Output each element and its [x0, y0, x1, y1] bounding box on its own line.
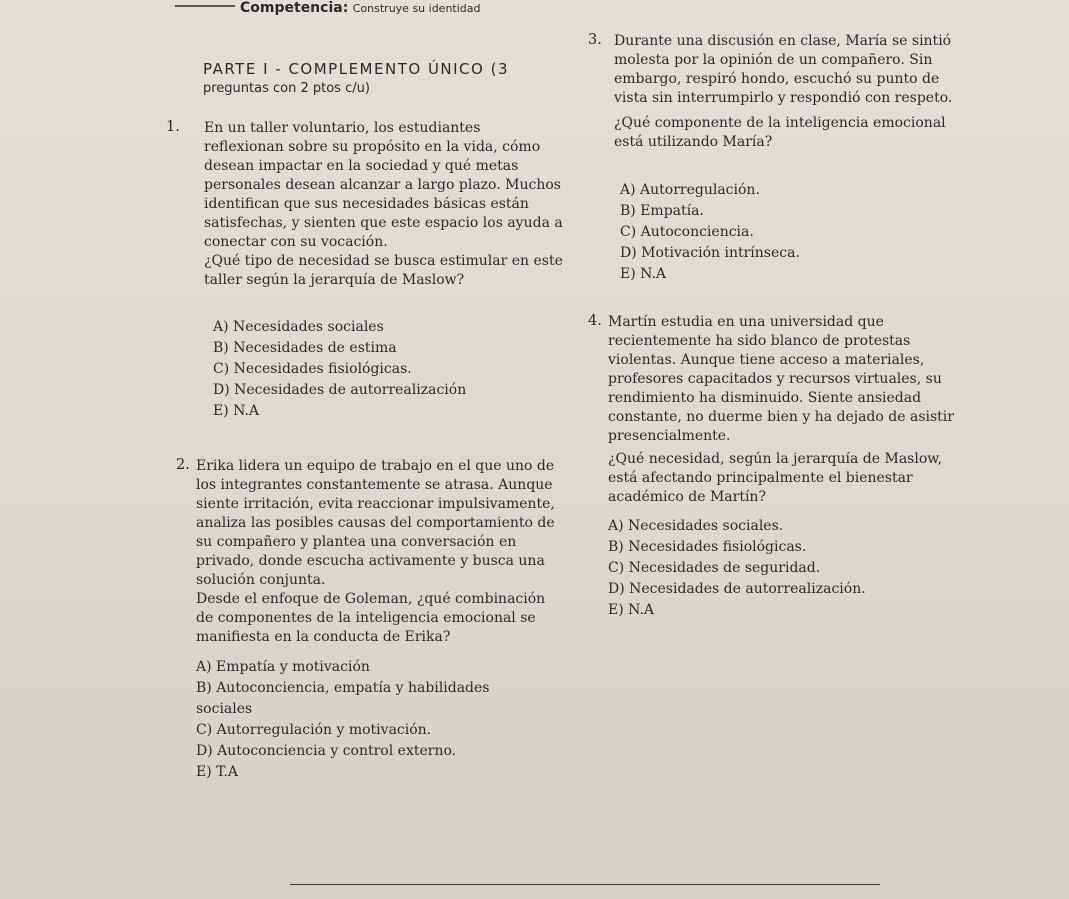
- option-b[interactable]: B) Empatía.: [620, 203, 704, 219]
- question-4-number: 4.: [588, 313, 602, 329]
- question-line: solución conjunta.: [196, 572, 326, 588]
- question-1-text: [204, 119, 594, 290]
- option-d[interactable]: D) Necesidades de autorrealización: [213, 382, 467, 398]
- question-1-number: 1.: [166, 119, 180, 135]
- question-line: ¿Qué componente de la inteligencia emocional: [614, 115, 946, 131]
- question-line: recientemente ha sido blanco de protestas: [608, 333, 911, 349]
- question-line: académico de Martín?: [608, 489, 766, 505]
- option-a[interactable]: A) Empatía y motivación: [196, 659, 370, 675]
- question-line: embargo, respiró hondo, escuchó su punto de: [614, 71, 940, 87]
- question-line: Martín estudia en una universidad que: [608, 314, 884, 330]
- question-line: su compañero y plantea una conversación en: [196, 534, 517, 550]
- question-line: taller según la jerarquía de Maslow?: [204, 272, 465, 288]
- question-line: está afectando principalmente el bienestar: [608, 470, 913, 486]
- question-line: está utilizando María?: [614, 134, 773, 150]
- question-line: vista sin interrumpirlo y respondió con respeto.: [614, 90, 953, 106]
- competencia-label: Competencia:: [240, 0, 349, 16]
- option-e[interactable]: E) T.A: [196, 764, 238, 780]
- question-line: conectar con su vocación.: [204, 234, 388, 250]
- question-2-number: 2.: [176, 457, 190, 473]
- option-b[interactable]: B) Autoconciencia, empatía y habilidades: [196, 680, 490, 696]
- question-line: presencialmente.: [608, 428, 731, 444]
- option-e[interactable]: E) N.A: [620, 266, 667, 282]
- part-title: PARTE I - COMPLEMENTO ÚNICO (3: [203, 60, 510, 78]
- question-line: manifiesta en la conducta de Erika?: [196, 629, 451, 645]
- question-line: privado, donde escucha activamente y busca una: [196, 553, 545, 569]
- option-b-continued: sociales: [196, 701, 253, 717]
- bottom-rule: [290, 884, 880, 885]
- question-4-text: [608, 313, 978, 507]
- question-line: profesores capacitados y recursos virtuales, su: [608, 371, 942, 387]
- question-line: de componentes de la inteligencia emocional se: [196, 610, 536, 626]
- question-2-text: [196, 457, 596, 647]
- question-line: ¿Qué tipo de necesidad se busca estimular en este: [204, 253, 563, 269]
- option-a[interactable]: A) Necesidades sociales: [213, 319, 384, 335]
- part-subtitle: preguntas con 2 ptos c/u): [203, 81, 370, 96]
- question-line: molesta por la opinión de un compañero. Sin: [614, 52, 933, 68]
- question-line: desean impactar en la sociedad y qué metas: [204, 158, 519, 174]
- question-3-text: [614, 32, 974, 152]
- question-4-options: [608, 516, 866, 621]
- question-line: los integrantes constantemente se atrasa. Aunque: [196, 477, 553, 493]
- option-c[interactable]: C) Autoconciencia.: [620, 224, 754, 240]
- option-d[interactable]: D) Autoconciencia y control externo.: [196, 743, 457, 759]
- question-line: Erika lidera un equipo de trabajo en el que uno de: [196, 458, 555, 474]
- competencia-header: [240, 0, 481, 16]
- question-line: personales desean alcanzar a largo plazo. Muchos: [204, 177, 561, 193]
- question-line: reflexionan sobre su propósito en la vida, cómo: [204, 139, 541, 155]
- option-b[interactable]: B) Necesidades fisiológicas.: [608, 539, 807, 555]
- competencia-text: Construye su identidad: [352, 2, 481, 15]
- question-line: Durante una discusión en clase, María se sintió: [614, 33, 952, 49]
- option-d[interactable]: D) Necesidades de autorrealización.: [608, 581, 866, 597]
- option-b[interactable]: B) Necesidades de estima: [213, 340, 397, 356]
- question-2-options: [196, 657, 489, 783]
- option-e[interactable]: E) N.A: [213, 403, 260, 419]
- question-line: Desde el enfoque de Goleman, ¿qué combinación: [196, 591, 546, 607]
- question-1-options: [213, 317, 466, 422]
- question-line: violentas. Aunque tiene acceso a materiales,: [608, 352, 925, 368]
- option-d[interactable]: D) Motivación intrínseca.: [620, 245, 800, 261]
- option-c[interactable]: C) Necesidades de seguridad.: [608, 560, 821, 576]
- question-line: En un taller voluntario, los estudiantes: [204, 120, 481, 136]
- header-rule: [175, 5, 235, 7]
- question-line: siente irritación, evita reaccionar impulsivamente,: [196, 496, 555, 512]
- question-line: analiza las posibles causas del comportamiento de: [196, 515, 555, 531]
- question-3-number: 3.: [588, 32, 602, 48]
- option-c[interactable]: C) Autorregulación y motivación.: [196, 722, 432, 738]
- question-line: identifican que sus necesidades básicas están: [204, 196, 529, 212]
- question-line: rendimiento ha disminuido. Siente ansiedad: [608, 390, 922, 406]
- question-line: ¿Qué necesidad, según la jerarquía de Maslow,: [608, 451, 943, 467]
- question-line: constante, no duerme bien y ha dejado de asistir: [608, 409, 954, 425]
- question-3-options: [620, 180, 800, 285]
- option-a[interactable]: A) Necesidades sociales.: [608, 518, 784, 534]
- option-c[interactable]: C) Necesidades fisiológicas.: [213, 361, 412, 377]
- option-e[interactable]: E) N.A: [608, 602, 655, 618]
- question-line: satisfechas, y sienten que este espacio los ayuda a: [204, 215, 563, 231]
- option-a[interactable]: A) Autorregulación.: [620, 182, 760, 198]
